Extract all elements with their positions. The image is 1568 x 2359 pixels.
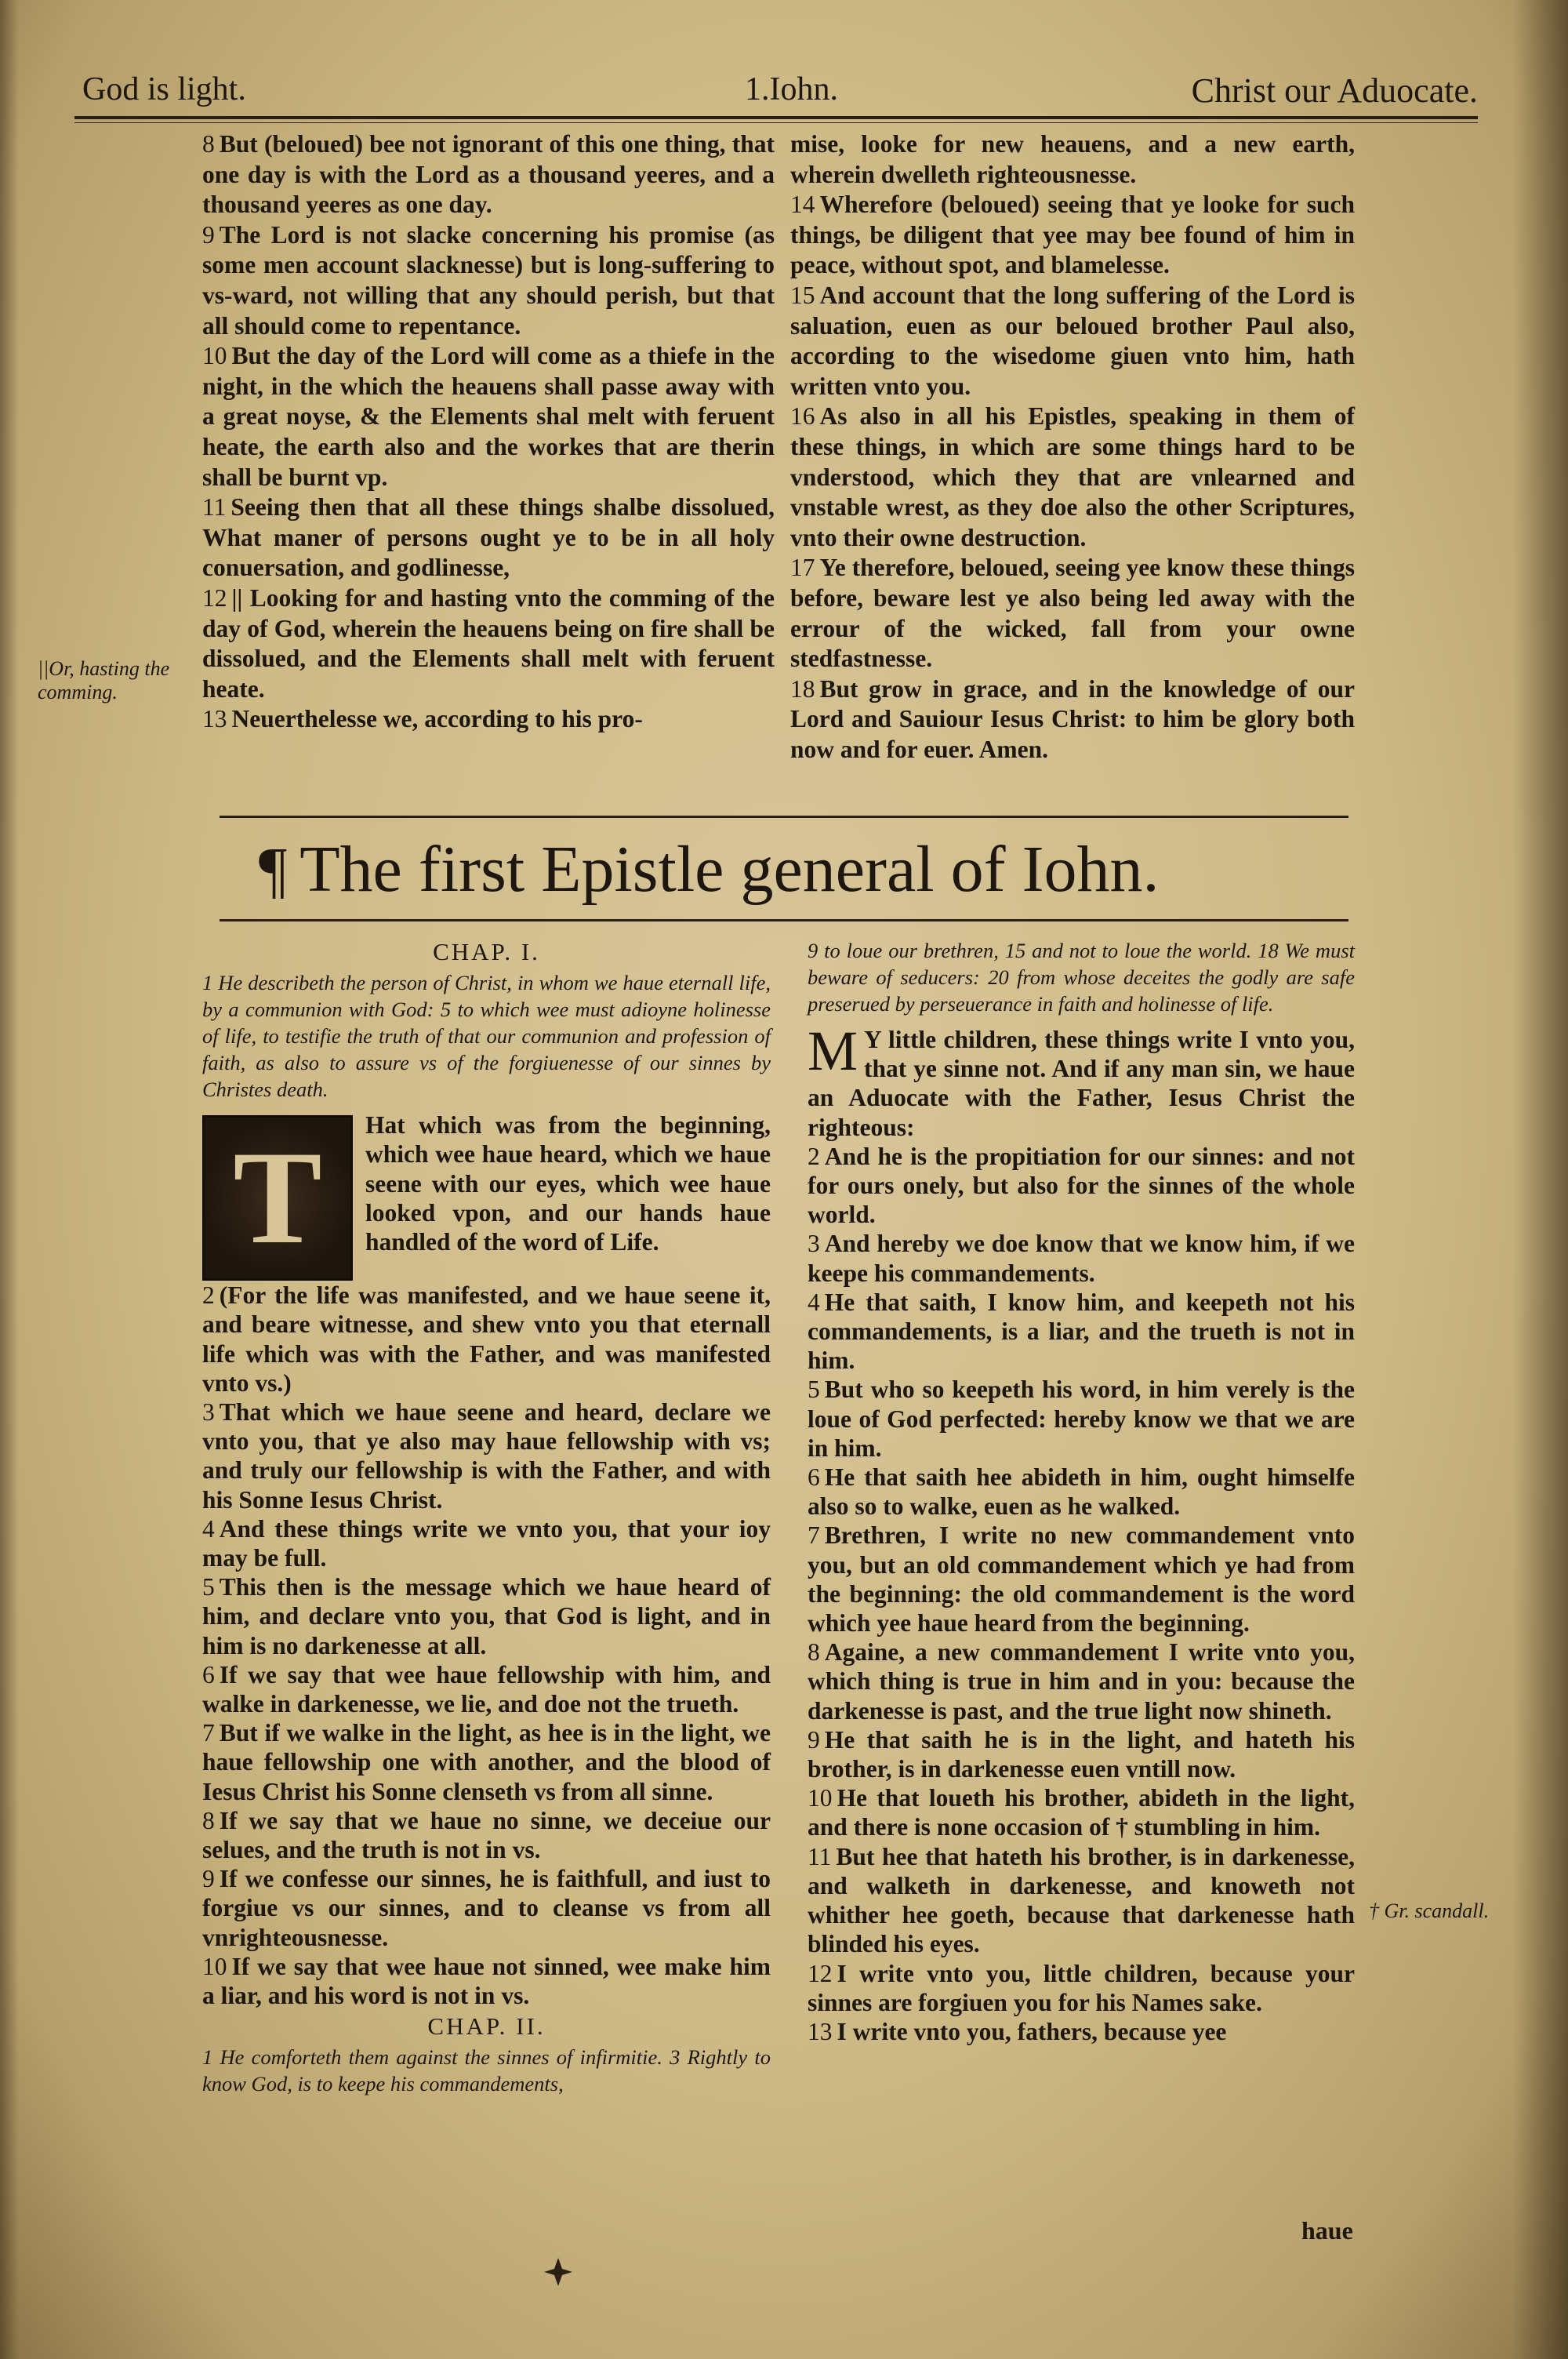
page-edge-shadow-right <box>1513 0 1568 2359</box>
verse: 17 Ye therefore, beloued, seeing yee know these things before, beware lest ye also being led away with the errour of the wicked, fall from your owne stedfastnesse. <box>790 554 1355 673</box>
marginal-note: ||Or, hasting the comming. <box>38 657 170 703</box>
verse: 12 I write vnto you, little children, because your sinnes are forgiuen you for his Names sake. <box>808 1959 1355 2016</box>
pilcrow-icon: ¶ <box>259 836 288 905</box>
verse: 6 He that saith hee abideth in him, ought himselfe also so to walke, euen as he walked. <box>808 1463 1355 1521</box>
verse: 7 But if we walke in the light, as hee is in the light, we haue fellowship one with another, and the blood of Iesus Christ his Sonne clenseth vs from all sinne. <box>202 1719 771 1805</box>
bottom-left-column <box>202 937 771 2105</box>
running-head-left: God is light. <box>82 71 246 107</box>
chapter-heading: CHAP. II. <box>427 2012 546 2041</box>
verse: 9 The Lord is not slacke concerning his promise (as some men account slacknesse) but is long-suffering to vs-ward, not willing that any should perish, but that all should come to repentance. <box>202 220 775 340</box>
header-rule-thin <box>74 122 1478 123</box>
verse: 16 As also in all his Epistles, speaking in them of these things, in which are some things hard to be vnderstood, which they that are vnlearned and vnstable wrest, as they doe also the other Scriptures, vnto their owne destruction. <box>790 402 1355 551</box>
verse: 5 This then is the message which we haue heard of him, and declare vnto you, that God is light, and in him is no darkenesse at all. <box>202 1573 771 1659</box>
verse: 14 Wherefore (beloued) seeing that ye looke for such things, be diligent that yee may bee found of him in peace, without spot, and blamelesse. <box>790 191 1355 279</box>
verse: 8 If we say that we haue no sinne, we deceiue our selues, and the truth is not in vs. <box>202 1806 771 1864</box>
book-title <box>259 831 1160 907</box>
verse: 8 Againe, a new commandement I write vnto you, which thing is true in him and in you: because the darkenesse is past, and the true light now shineth. <box>808 1638 1355 1725</box>
top-left-column <box>202 129 775 735</box>
verse: 9 He that saith he is in the light, and hateth his brother, is in darkenesse euen vntill now. <box>808 1725 1355 1783</box>
verse: 4 And these things write we vnto you, that your ioy may be full. <box>202 1514 771 1572</box>
bottom-right-column <box>808 937 1355 2046</box>
running-head-center: 1.Iohn. <box>745 71 838 107</box>
verse: 3 That which we haue seene and heard, declare we vnto you, that ye also may haue fellowship with vs; and truly our fellowship is with the Father, and with his Sonne Iesus Christ. <box>202 1398 771 1514</box>
verse: 2 And he is the propitiation for our sinnes: and not for ours onely, but also for the sinnes of the whole world. <box>808 1142 1355 1229</box>
verse: 8 But (beloued) bee not ignorant of this one thing, that one day is with the Lord as a thousand yeeres, and a thousand yeeres as one day. <box>202 130 775 219</box>
verse: 2 (For the life was manifested, and we haue seene it, and beare witnesse, and shew vnto you that eternall life which was with the Father, and was manifested vnto vs.) <box>202 1281 771 1397</box>
verse: 6 If we say that wee haue fellowship with him, and walke in darkenesse, we lie, and doe not the trueth. <box>202 1660 771 1718</box>
verse: 11 Seeing then that all these things shalbe dissolued, What maner of persons ought ye to be in all holy conuersation, and godlinesse, <box>202 493 775 582</box>
verse: 10 He that loueth his brother, abideth in the light, and there is none occasion of † stumbling in him. <box>808 1784 1355 1841</box>
verse: 3 And hereby we doe know that we know him, if we keepe his commandements. <box>808 1230 1355 1287</box>
verse: mise, looke for new heauens, and a new earth, wherein dwelleth righteousnesse. <box>790 130 1355 188</box>
running-head-right: Christ our Aduocate. <box>1191 71 1478 110</box>
verse: 13 Neuerthelesse we, according to his pro- <box>202 705 643 733</box>
verse: 4 He that saith, I know him, and keepeth not his commandements, is a liar, and the trueth is not in him. <box>808 1288 1355 1375</box>
section-rule <box>220 816 1348 818</box>
verse: 15 And account that the long suffering of the Lord is saluation, euen as our beloued brother Paul also, according to the wisedome giuen vnto him, hath written vnto you. <box>790 281 1355 400</box>
fleuron-ornament-icon <box>541 2255 575 2289</box>
chapter-argument: 1 He describeth the person of Christ, in whom we haue eternall life, by a communion with God: 5 to which wee must adioyne holinesse of life, to testifie the truth of that our communion and profession of faith, as also to assure vs of the forgiuenesse of our sinnes by Christes death. <box>202 971 771 1102</box>
verse: 13 I write vnto you, fathers, because yee <box>808 2017 1227 2045</box>
verse: 10 But the day of the Lord will come as a thiefe in the night, in the which the heauens shall passe away with a great noyse, & the Elements shal melt with feruent heate, the earth also and the workes that are therin shall be burnt vp. <box>202 342 775 491</box>
chapter-initial: M <box>808 1020 858 1082</box>
page-edge-shadow-left <box>0 0 19 2359</box>
verse: T Hat which was from the beginning, which wee haue heard, which we haue seene with our eyes, which wee haue looked vpon, and our hands haue handled of the word of Life. <box>202 1110 771 1256</box>
title-rule <box>220 919 1348 921</box>
verse: 12 || Looking for and hasting vnto the comming of the day of God, wherein the heauens being on fire shall be dissolued, and the Elements shall melt with feruent heate. <box>202 583 775 703</box>
verse: 10 If we say that wee haue not sinned, wee make him a liar, and his word is not in vs. <box>202 1952 771 2010</box>
top-right-column <box>790 129 1355 765</box>
chapter-argument: 1 He comforteth them against the sinnes of infirmitie. 3 Rightly to know God, is to keepe his commandements, <box>202 2045 771 2096</box>
verse: 9 If we confesse our sinnes, he is faithfull, and iust to forgiue vs our sinnes, and to cleanse vs from all vnrighteousnesse. <box>202 1865 771 1951</box>
catchword: haue <box>1301 2216 1353 2245</box>
marginal-note: † Gr. scandall. <box>1369 1899 1490 1922</box>
chapter-argument-continued: 9 to loue our brethren, 15 and not to loue the world. 18 We must beware of seducers: 20 from whose deceites the godly are safe preserued by perseuerance in faith and holinesse of life. <box>808 939 1355 1016</box>
decorated-initial-icon: T <box>202 1115 353 1281</box>
verse: 11 But hee that hateth his brother, is in darkenesse, and walketh in darkenesse, and knoweth not whither hee goeth, because that darkenesse hath blinded his eyes. <box>808 1842 1355 1958</box>
verse: M Y little children, these things write I vnto you, that ye sinne not. And if any man sin, we haue an Aduocate with the Father, Iesus Christ the righteous: <box>808 1020 1355 1141</box>
header-rule <box>74 116 1478 119</box>
verse: 7 Brethren, I write no new commandement vnto you, but an old commandement which ye had from the beginning: the old commandement is the word which yee haue heard from the beginning. <box>808 1521 1355 1637</box>
chapter-heading: CHAP. I. <box>433 938 540 965</box>
verse: 18 But grow in grace, and in the knowledge of our Lord and Sauiour Iesus Christ: to him be glory both now and for euer. Amen. <box>790 674 1355 763</box>
book-title-text: The first Epistle general of Iohn. <box>299 833 1160 906</box>
verse: 5 But who so keepeth his word, in him verely is the loue of God perfected: hereby know we that we are in him. <box>808 1376 1355 1462</box>
